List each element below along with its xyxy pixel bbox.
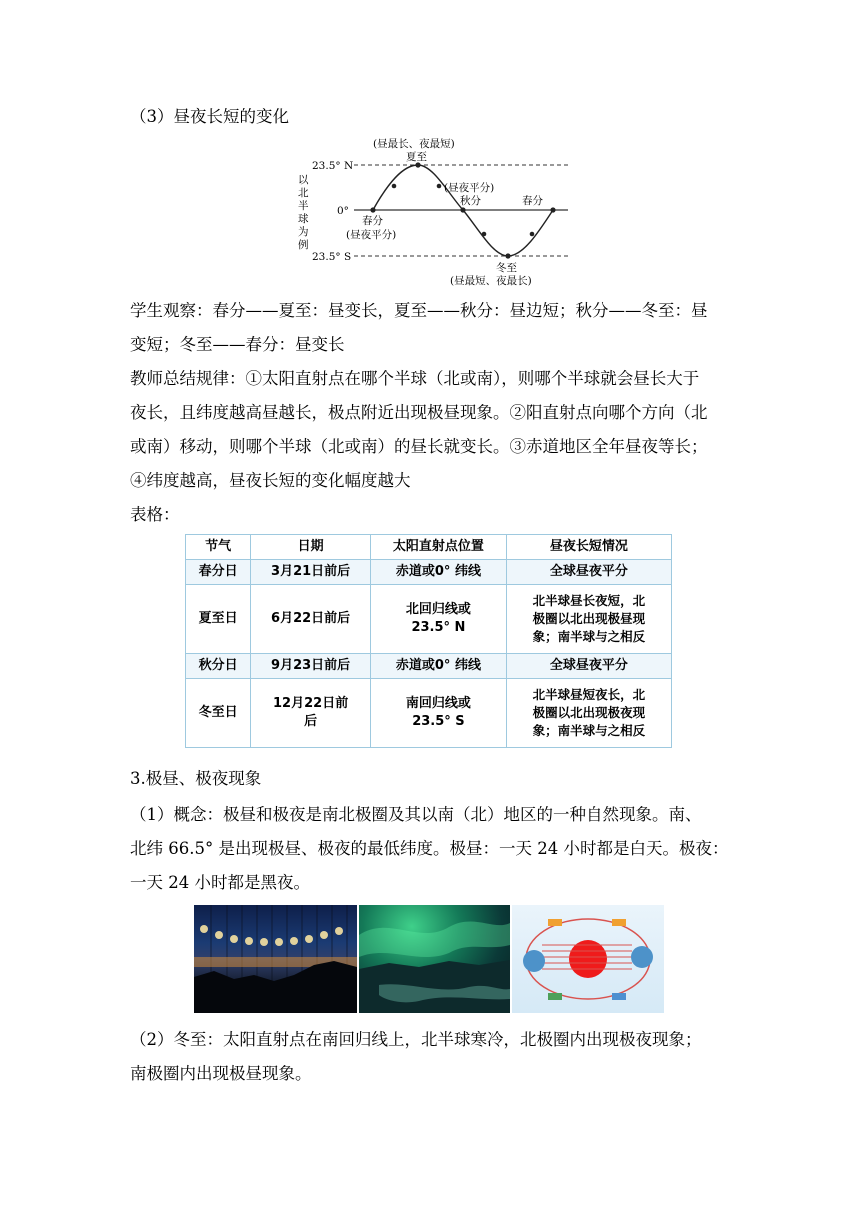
point-spring-right bbox=[550, 207, 555, 212]
spring-note: (昼夜平分) bbox=[346, 229, 397, 241]
header-position: 太阳直射点位置 bbox=[370, 535, 506, 560]
position-line: 北回归线或 bbox=[405, 602, 471, 617]
spring-right-label: 春分 bbox=[522, 195, 543, 207]
point-mid-fall bbox=[437, 184, 442, 189]
y-label-mid: 0° bbox=[337, 205, 349, 217]
side-label-char: 球 bbox=[298, 213, 309, 225]
date-line: 后 bbox=[304, 714, 318, 729]
point-mid-up bbox=[530, 232, 535, 237]
cell-condition: 全球昼夜平分 bbox=[506, 560, 671, 585]
cell-date: 6月22日前后 bbox=[251, 585, 371, 654]
aurora-photo bbox=[359, 905, 510, 1013]
table-row bbox=[186, 654, 672, 679]
cell-position bbox=[370, 585, 506, 654]
summary-line-2: 夜长，且纬度越高昼越长，极点附近出现极昼现象。②阳直射点向哪个方向（北 bbox=[130, 403, 708, 422]
table-row bbox=[186, 585, 672, 654]
cell-term: 秋分日 bbox=[186, 654, 251, 679]
spring-left-label: 春分 bbox=[362, 215, 383, 227]
earth-orbit-diagram-photo bbox=[512, 905, 664, 1013]
table-label: 表格： bbox=[130, 505, 180, 524]
concept-line-2: 北纬 66.5° 是出现极昼、极夜的最低纬度。极昼：一天 24 小时都是白天。极夜： bbox=[130, 839, 729, 858]
point-summer bbox=[415, 162, 420, 167]
observe-line-2: 变短；冬至——春分：昼变长 bbox=[130, 335, 345, 354]
header-date: 日期 bbox=[251, 535, 371, 560]
concept-line-3: 一天 24 小时都是黑夜。 bbox=[130, 873, 310, 892]
midnight-sun-photo bbox=[194, 905, 357, 1013]
section-title: （3）昼夜长短的变化 bbox=[130, 107, 289, 126]
point-mid-rise bbox=[392, 184, 397, 189]
summer-note: (昼最长、夜最短) bbox=[373, 138, 455, 150]
cell-term: 夏至日 bbox=[186, 585, 251, 654]
condition-line: 象；南半球与之相反 bbox=[532, 629, 646, 644]
solar-terms-table bbox=[185, 534, 672, 748]
condition-line: 象；南半球与之相反 bbox=[532, 723, 646, 738]
winter-note: (昼最短、夜最长) bbox=[450, 275, 532, 287]
y-label-top: 23.5° N bbox=[312, 160, 354, 172]
point-mid-low bbox=[482, 232, 487, 237]
section3-title: 3.极昼、极夜现象 bbox=[130, 769, 262, 788]
table-row bbox=[186, 679, 672, 748]
cell-term: 冬至日 bbox=[186, 679, 251, 748]
winter-line-2: 南极圈内出现极昼现象。 bbox=[130, 1064, 312, 1083]
side-label-char: 北 bbox=[298, 187, 309, 199]
observe-line-1: 学生观察：春分——夏至：昼变长，夏至——秋分：昼边短；秋分——冬至：昼 bbox=[130, 301, 708, 320]
summary-line-1: 教师总结规律：①太阳直射点在哪个半球（北或南），则哪个半球就会昼长大于 bbox=[130, 369, 700, 388]
table-row bbox=[186, 560, 672, 585]
midnight-sun-sequence-image bbox=[194, 905, 357, 1013]
cell-date: 9月23日前后 bbox=[251, 654, 371, 679]
cell-condition bbox=[506, 679, 671, 748]
autumn-label: 秋分 bbox=[460, 195, 481, 207]
condition-line: 极圈以北出现极夜现 bbox=[532, 705, 646, 720]
side-label-char: 例 bbox=[298, 239, 309, 251]
cell-term: 春分日 bbox=[186, 560, 251, 585]
polar-photos bbox=[194, 905, 664, 1013]
winter-line-1: （2）冬至：太阳直射点在南回归线上，北半球寒冷，北极圈内出现极夜现象； bbox=[130, 1030, 702, 1049]
side-label-char: 以 bbox=[298, 174, 309, 186]
y-label-bot: 23.5° S bbox=[312, 251, 352, 263]
summary-line-3: 或南）移动，则哪个半球（北或南）的昼长就变长。③赤道地区全年昼夜等长； bbox=[130, 437, 708, 456]
day-night-length-diagram bbox=[300, 133, 600, 291]
position-line: 23.5° N bbox=[411, 620, 466, 635]
condition-line: 北半球昼长夜短，北 bbox=[532, 593, 646, 608]
winter-label: 冬至 bbox=[496, 262, 517, 274]
header-term: 节气 bbox=[186, 535, 251, 560]
cell-date: 3月21日前后 bbox=[251, 560, 371, 585]
table-header-row bbox=[186, 535, 672, 560]
side-label-char: 半 bbox=[298, 200, 309, 212]
summary-line-4: ④纬度越高，昼夜长短的变化幅度越大 bbox=[130, 471, 411, 490]
point-autumn bbox=[460, 207, 465, 212]
cell-position: 赤道或0° 纬线 bbox=[370, 560, 506, 585]
earth-orbit-image bbox=[512, 905, 664, 1013]
concept-line-1: （1）概念：极昼和极夜是南北极圈及其以南（北）地区的一种自然现象。南、 bbox=[130, 805, 702, 824]
header-condition: 昼夜长短情况 bbox=[506, 535, 671, 560]
summer-label: 夏至 bbox=[406, 151, 427, 163]
condition-line: 北半球昼短夜长，北 bbox=[532, 687, 646, 702]
cell-date bbox=[251, 679, 371, 748]
position-line: 南回归线或 bbox=[405, 696, 471, 711]
cell-condition: 全球昼夜平分 bbox=[506, 654, 671, 679]
date-line: 12月22日前 bbox=[273, 696, 349, 711]
condition-line: 极圈以北出现极昼现 bbox=[532, 611, 646, 626]
cell-position: 赤道或0° 纬线 bbox=[370, 654, 506, 679]
cell-position bbox=[370, 679, 506, 748]
aurora-landscape-image bbox=[359, 905, 510, 1013]
side-label-char: 为 bbox=[298, 226, 309, 238]
autumn-note: (昼夜平分) bbox=[444, 182, 495, 194]
point-spring-left bbox=[370, 207, 375, 212]
position-line: 23.5° S bbox=[412, 714, 465, 729]
cell-condition bbox=[506, 585, 671, 654]
point-winter bbox=[505, 253, 510, 258]
